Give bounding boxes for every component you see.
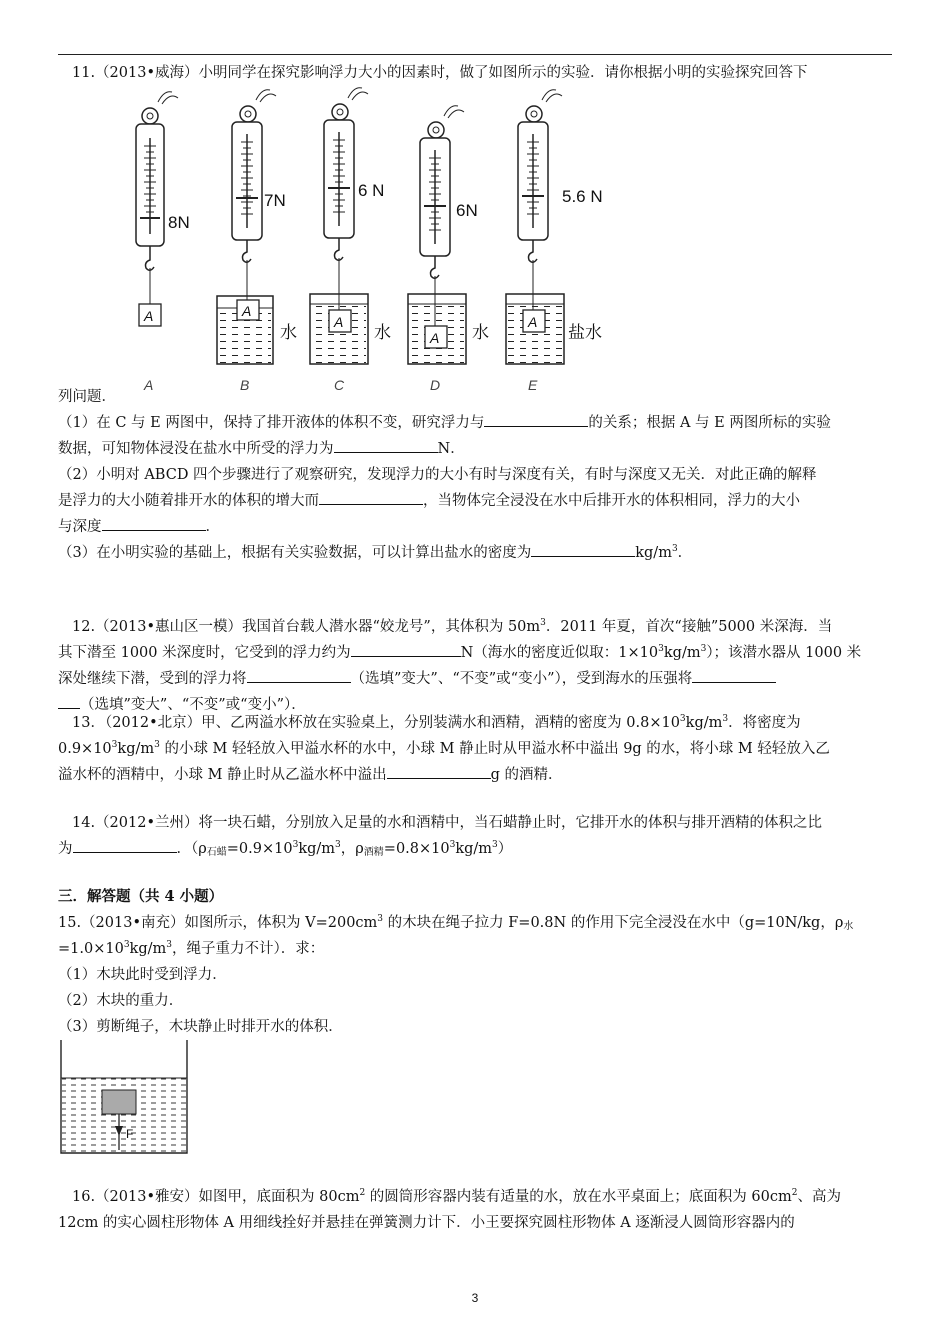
answer-blank[interactable] (73, 837, 177, 853)
page-number: 3 (471, 1291, 479, 1305)
block-c-label: A (334, 314, 344, 330)
q16: 16.（2013•雅安）如图甲，底面积为 $80cm^2$ 的圆筒形容器内装有适量的水，放在水平桌面上；底面积为 $60cm^2$、高为 12cm 的实心圆柱形物体 A 用细线拴好并悬挂在弹簧测力计下．小王要探究圆柱形物体 A 逐渐浸人圆筒形容器内的 (58, 1188, 841, 1231)
liquid-c: 水 (374, 323, 391, 342)
reading-c: 6 N (358, 181, 385, 200)
reading-b: 7N (264, 191, 286, 210)
q11-part3: （3）在小明实验的基础上，根据有关实验数据，可以计算出盐水的密度为 $kg/m^3$． (58, 540, 892, 566)
force-label: F (126, 1127, 134, 1141)
header-rule (58, 54, 892, 55)
answer-blank[interactable] (531, 541, 635, 557)
label-a: A (144, 377, 154, 393)
q11-stem-cont: 列问题． (58, 389, 116, 405)
liquid-d: 水 (472, 323, 489, 342)
q11-figure (122, 86, 682, 408)
liquid-b: 水 (280, 323, 297, 342)
reading-e: 5.6 N (562, 187, 603, 206)
answer-blank[interactable] (334, 437, 438, 453)
meter-c (310, 88, 391, 393)
meter-d (408, 106, 489, 393)
q11-part2: （2）小明对 ABCD 四个步骤进行了观察研究，发现浮力的大小有时与深度有关，有时与深度又无关．对此正确的解释 是浮力的大小随着排开水的体积的增大而 ，当物体完全浸没在水中后排开水的体积相同，浮力的大小 与深度 ． (58, 467, 817, 535)
meter-a (136, 92, 190, 393)
liquid-e: 盐水 (568, 323, 602, 342)
label-e: E (528, 377, 538, 393)
reading-a: 8N (168, 213, 190, 232)
answer-blank[interactable] (387, 763, 491, 779)
block-a-label: A (144, 308, 154, 324)
block-d-label: A (430, 330, 440, 346)
q15: 15.（2013•南充）如图所示，体积为 $V=200cm^3$ 的木块在绳子拉力 F=0.8N 的作用下完全浸没在水中（g=10N/kg，$\rho_水$ $=1.0\times 10^3kg/m^3$，绳子重力不计）．求： （1）木块此时受到浮力． （2）木块的重力． （3）剪断绳子，木块静止时排开水的体积． (58, 914, 854, 1035)
block-e-label: A (528, 314, 538, 330)
block-b-label: A (242, 303, 252, 319)
answer-blank[interactable] (484, 411, 588, 427)
answer-blank[interactable] (351, 641, 461, 657)
q14: 14.（2012•兰州）将一块石蜡，分别放入足量的水和酒精中，当石蜡静止时，它排开水的体积与排开酒精的体积之比 为 ．（$\rho_{石蜡}=0.9\times 10^3kg/m^3$，$\rho_{酒精}=0.8\times 10^3kg/m^3$） (58, 815, 823, 858)
label-b: B (240, 377, 250, 393)
answer-blank[interactable] (58, 693, 80, 709)
meter-e (506, 90, 603, 393)
q15-figure (60, 1040, 190, 1156)
reading-d: 6N (456, 201, 478, 220)
q11-stem: 11.（2013•威海）小明同学在探究影响浮力大小的因素时，做了如图所示的实验．请你根据小明的实验探究回答下 (72, 65, 808, 81)
answer-blank[interactable] (319, 489, 423, 505)
answer-blank[interactable] (102, 515, 206, 531)
q11-part1: （1）在 C 与 E 两图中，保持了排开液体的体积不变，研究浮力与 的关系；根据 A 与 E 两图所标的实验 数据，可知物体浸没在盐水中所受的浮力为 N． (58, 410, 892, 462)
meter-b (217, 90, 297, 393)
q12: 12.（2013•惠山区一模）我国首台载人潜水器“姣龙号”，其体积为 $50m^3$．2011 年夏，首次“接触”5000 米深海．当 其下潜至 1000 米深度时，它受到的浮力约为 N（海水的密度近似取：$1\times 10^3kg/m^3$）；该潜水器从 1000 米 深处继续下潜，受到的浮力将 （选填”变大”、“不变”或“变小”），受到海水的压强将 （选填”变大”、“不变”或“变小”）． (58, 618, 862, 713)
label-c: C (334, 377, 345, 393)
section-heading: 三．解答题（共 4 小题） (58, 888, 224, 905)
q13: 13．（2012•北京）甲、乙两溢水杯放在实验桌上，分别装满水和酒精，酒精的密度为 $0.8\times 10^3kg/m^3$．将密度为 $0.9\times 10^3kg/m^3$ 的小球 M 轻轻放入甲溢水杯的水中，小球 M 静止时从甲溢水杯中溢出 9g 的水，将小球 M 轻轻放入乙 溢水杯的酒精中，小球 M 静止时从乙溢水杯中溢出 g 的酒精． (58, 714, 830, 783)
label-d: D (430, 377, 441, 393)
answer-blank[interactable] (692, 667, 776, 683)
answer-blank[interactable] (247, 667, 351, 683)
